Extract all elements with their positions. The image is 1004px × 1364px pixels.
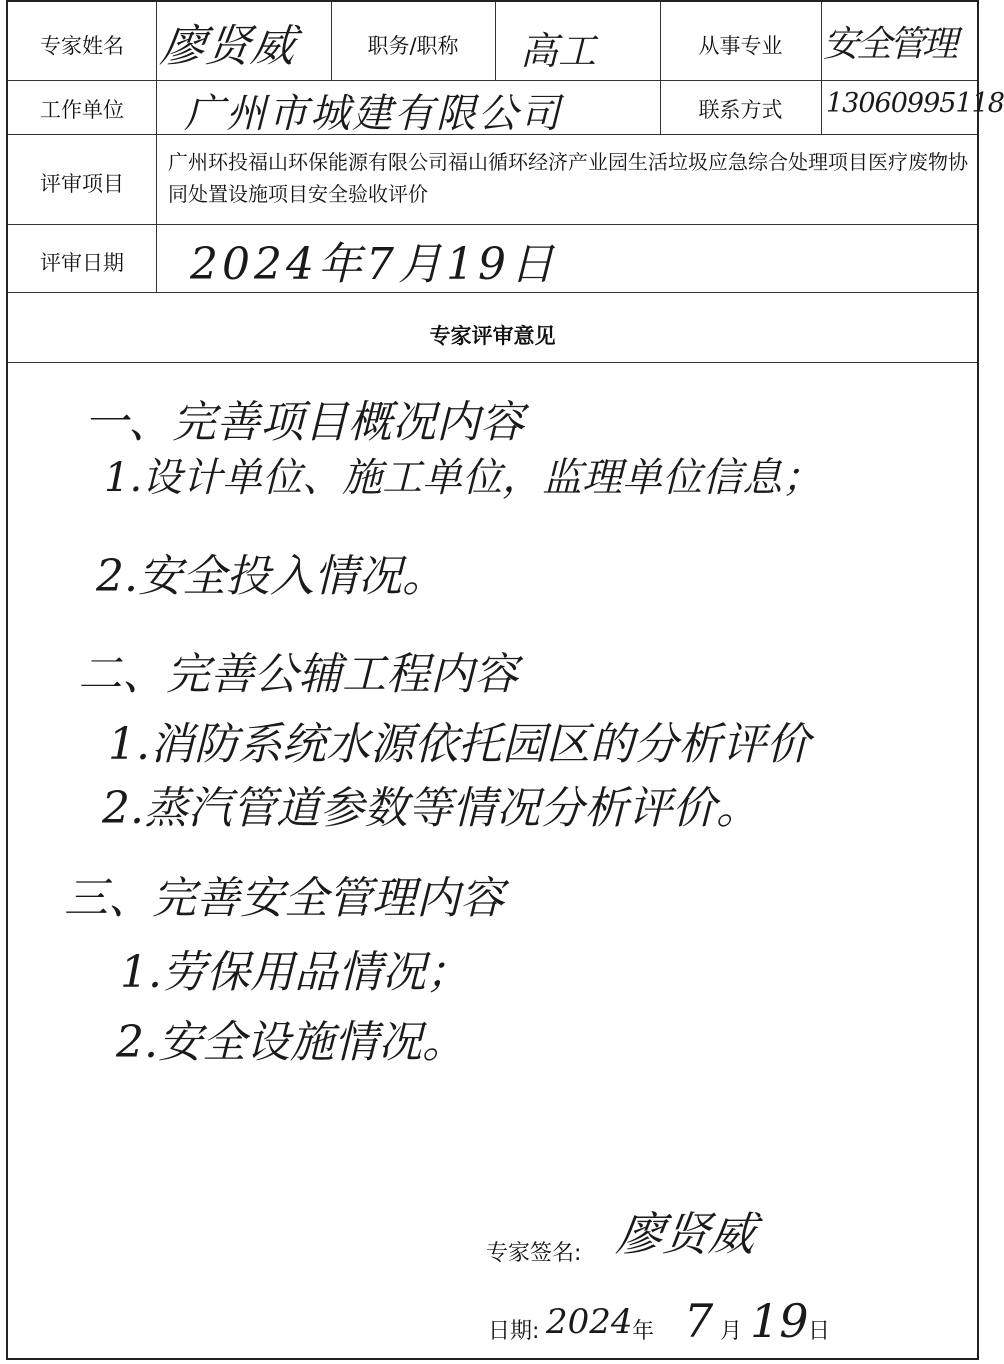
opinion-line: 2.安全投入情况。: [96, 551, 446, 602]
column-divider: [821, 2, 822, 134]
month-char: 月: [720, 1319, 743, 1344]
signature-label: 专家签名:: [486, 1241, 582, 1266]
review-project-value: 广州环投福山环保能源有限公司福山循环经济产业园生活垃圾应急综合处理项目医疗废物协同处置设施项目安全验收评价: [168, 150, 968, 206]
expert-name-label: 专家姓名: [40, 34, 124, 58]
specialty-value: 安全管理: [823, 24, 956, 65]
row-divider: [8, 362, 977, 363]
year-char: 年: [632, 1319, 655, 1344]
opinion-line: 1.设计单位、施工单位，监理单位信息；: [104, 455, 823, 501]
opinion-line: 1.消防系统水源依托园区的分析评价: [108, 719, 810, 770]
date-label: 日期:: [488, 1319, 540, 1344]
expert-name-value: 廖贤威: [157, 21, 300, 72]
column-divider: [156, 2, 157, 292]
contact-label: 联系方式: [698, 98, 783, 122]
work-unit-label: 工作单位: [40, 98, 124, 122]
review-form: [6, 0, 1004, 1360]
opinion-line: 2.安全设施情况。: [116, 1017, 466, 1068]
position-value: 高工: [520, 29, 597, 73]
signature-month: 7: [684, 1294, 714, 1348]
day-char: 日: [808, 1319, 831, 1344]
opinion-line: 三、完善安全管理内容: [64, 873, 504, 924]
row-divider: [8, 292, 977, 293]
opinion-line: 2.蒸汽管道参数等情况分析评价。: [102, 783, 760, 834]
signature-year: 2024: [546, 1302, 633, 1342]
contact-value: 13060995118: [826, 88, 1004, 119]
opinion-line: 一、完善项目概况内容: [84, 397, 524, 448]
opinion-line: 1.劳保用品情况；: [120, 947, 470, 998]
expert-signature: 廖贤威: [613, 1207, 760, 1261]
row-divider: [8, 80, 977, 81]
review-project-label: 评审项目: [40, 172, 124, 196]
opinion-line: 二、完善公辅工程内容: [78, 649, 518, 700]
work-unit-value: 广州市城建有限公司: [184, 91, 562, 137]
review-date-label: 评审日期: [40, 251, 124, 275]
row-divider: [8, 224, 977, 225]
specialty-label: 从事专业: [698, 34, 783, 58]
review-date-value: 2024年7月19日: [190, 239, 558, 290]
signature-day: 19: [750, 1294, 809, 1348]
column-divider: [495, 2, 496, 80]
opinion-header: 专家评审意见: [429, 324, 556, 348]
position-label: 职务/职称: [367, 34, 459, 58]
